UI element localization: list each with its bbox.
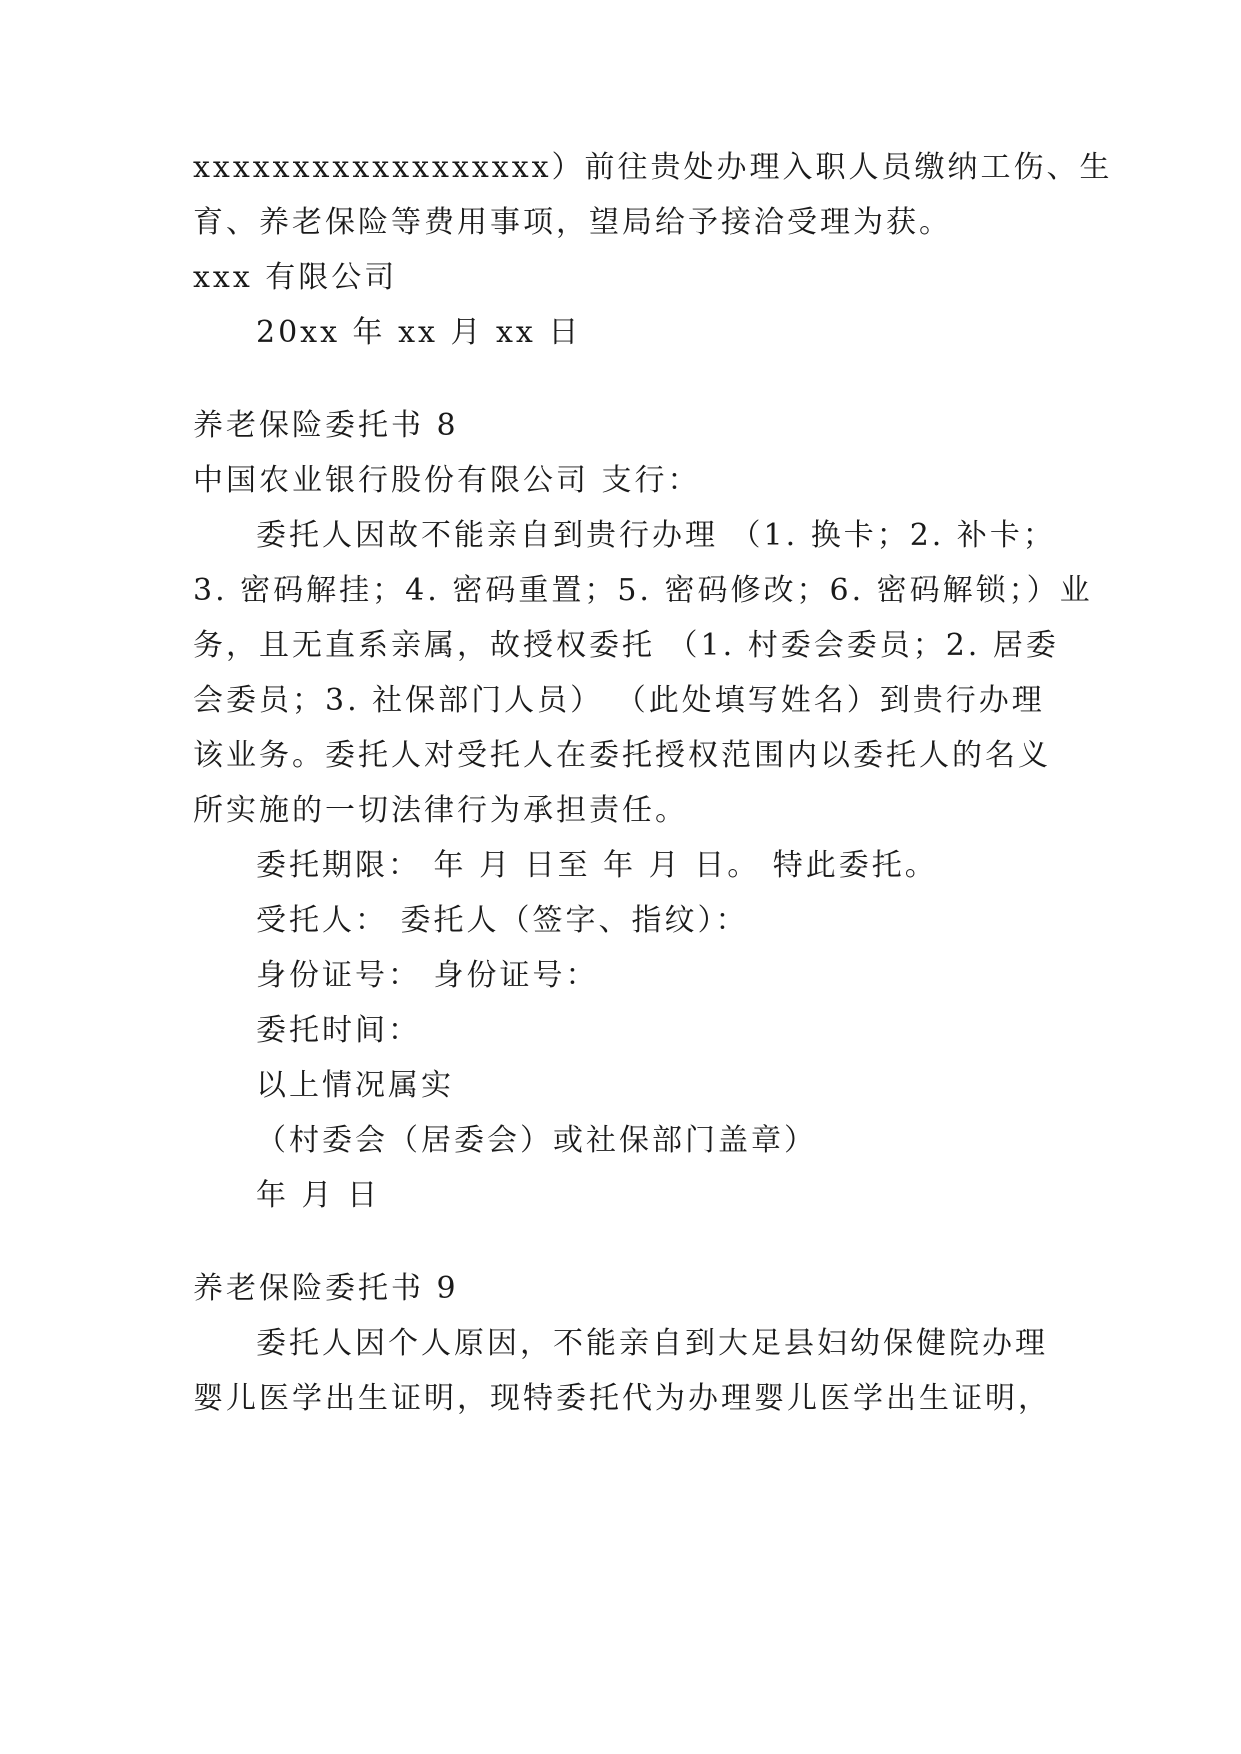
section-8-body-line-1: 委托人因故不能亲自到贵行办理 （1. 换卡；2. 补卡； bbox=[256, 518, 1056, 553]
section-8-title: 养老保险委托书 8 bbox=[193, 408, 459, 443]
trustee-signature: 受托人： 委托人（签字、指纹）： bbox=[256, 903, 749, 938]
section-8-body-line-5: 该业务。委托人对受托人在委托授权范围内以委托人的名义 bbox=[193, 738, 1051, 773]
seal-date: 年 月 日 bbox=[256, 1178, 381, 1213]
seal-note: （村委会（居委会）或社保部门盖章） bbox=[256, 1123, 817, 1158]
section-9-body-line-1: 委托人因个人原因，不能亲自到大足县妇幼保健院办理 bbox=[256, 1326, 1048, 1361]
entrust-time: 委托时间： bbox=[256, 1013, 421, 1048]
section-8-body-line-6: 所实施的一切法律行为承担责任。 bbox=[193, 793, 688, 828]
intro-line-2: 育、养老保险等费用事项，望局给予接洽受理为获。 bbox=[193, 205, 952, 240]
section-9-body-line-2: 婴儿医学出生证明，现特委托代为办理婴儿医学出生证明， bbox=[193, 1381, 1051, 1416]
company-name: xxx 有限公司 bbox=[193, 260, 398, 295]
intro-line-1: xxxxxxxxxxxxxxxxxx）前往贵处办理入职人员缴纳工伤、生 bbox=[193, 150, 1113, 185]
section-8-body-line-3: 务，且无直系亲属，故授权委托 （1. 村委会委员；2. 居委 bbox=[193, 628, 1059, 663]
entrust-period: 委托期限： 年 月 日至 年 月 日。 特此委托。 bbox=[256, 848, 938, 883]
section-8-addressee: 中国农业银行股份有限公司 支行： bbox=[193, 463, 701, 498]
section-8-body-line-4: 会委员；3. 社保部门人员） （此处填写姓名）到贵行办理 bbox=[193, 683, 1045, 718]
section-9-title: 养老保险委托书 9 bbox=[193, 1271, 459, 1306]
id-numbers: 身份证号： 身份证号： bbox=[256, 958, 599, 993]
section-8-body-line-2: 3. 密码解挂；4. 密码重置；5. 密码修改；6. 密码解锁；）业 bbox=[193, 573, 1093, 608]
verification-statement: 以上情况属实 bbox=[256, 1068, 454, 1103]
intro-date: 20xx 年 xx 月 xx 日 bbox=[256, 315, 582, 350]
